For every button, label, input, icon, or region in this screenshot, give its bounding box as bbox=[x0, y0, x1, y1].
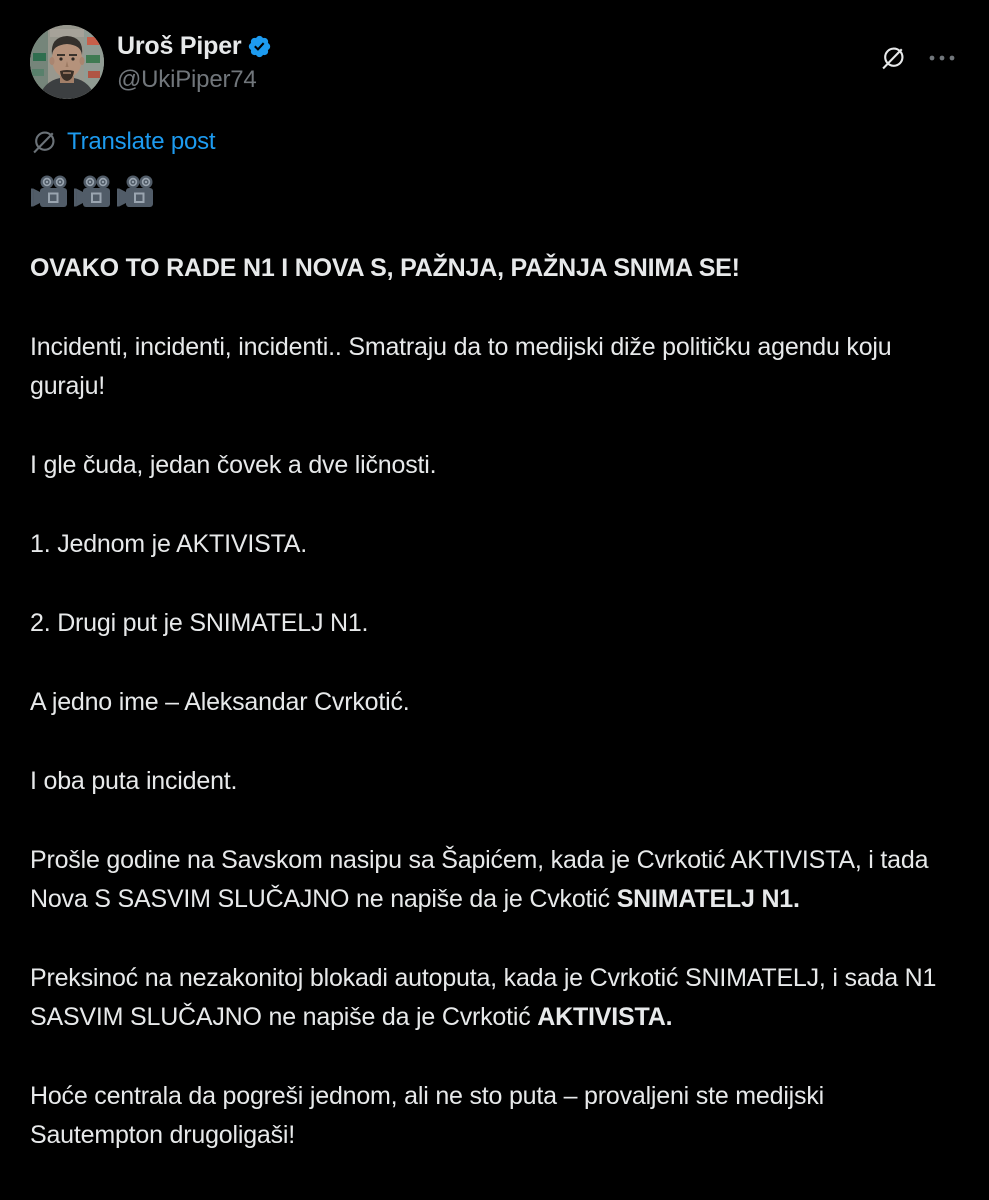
post-text: 2. Drugi put je SNIMATELJ N1. bbox=[30, 609, 369, 637]
user-handle[interactable]: @UkiPiper74 bbox=[117, 66, 257, 93]
post-text: I gle čuda, jedan čovek a dve ličnosti. bbox=[30, 451, 437, 479]
post-paragraph bbox=[30, 525, 959, 564]
post-header bbox=[30, 25, 959, 99]
avatar[interactable] bbox=[30, 25, 104, 99]
post-paragraph bbox=[30, 328, 959, 406]
post-paragraph bbox=[30, 446, 959, 485]
grok-icon bbox=[879, 44, 907, 72]
post-paragraph bbox=[30, 249, 959, 288]
post-text: A jedno ime – Aleksandar Cvrkotić. bbox=[30, 688, 410, 716]
post-text: I oba puta incident. bbox=[30, 767, 238, 795]
post-text: Preksinoć na nezakonitoj blokadi autoputa, kada je Cvrkotić SNIMATELJ, i sada N1 SASVIM SLUČAJNO ne napiše da je Cvrkotić bbox=[30, 964, 937, 1031]
post-text-bold: OVAKO TO RADE N1 I NOVA S, PAŽNJA, PAŽNJA SNIMA SE! bbox=[30, 254, 740, 282]
translate-post-button[interactable] bbox=[30, 128, 215, 156]
post-paragraph bbox=[30, 604, 959, 643]
grok-translate-icon bbox=[30, 128, 58, 156]
more-icon bbox=[927, 52, 957, 64]
post-paragraph bbox=[30, 683, 959, 722]
display-name[interactable]: Uroš Piper bbox=[117, 32, 242, 60]
post-paragraph bbox=[30, 762, 959, 801]
emoji-row bbox=[30, 174, 959, 209]
translate-post-label[interactable]: Translate post bbox=[67, 128, 216, 155]
header-actions bbox=[877, 25, 959, 74]
movie-camera-icon bbox=[30, 174, 68, 209]
post-paragraph bbox=[30, 959, 959, 1037]
grok-button[interactable] bbox=[877, 42, 909, 74]
user-info bbox=[117, 25, 272, 94]
movie-camera-icon bbox=[116, 174, 154, 209]
verified-badge-icon[interactable] bbox=[247, 34, 272, 59]
post-text-bold: AKTIVISTA. bbox=[537, 1003, 673, 1031]
post-text: Incidenti, incidenti, incidenti.. Smatraju da to medijski diže političku agendu koju guraju! bbox=[30, 333, 892, 400]
post-paragraph bbox=[30, 1077, 959, 1155]
post-text: 1. Jednom je AKTIVISTA. bbox=[30, 530, 308, 558]
post-paragraph bbox=[30, 841, 959, 919]
name-row[interactable] bbox=[117, 32, 272, 61]
post-text-bold: SNIMATELJ N1. bbox=[616, 885, 800, 913]
post-body bbox=[30, 249, 959, 1155]
post-text: Hoće centrala da pogreši jednom, ali ne sto puta – provaljeni ste medijski Sautempton drugoligaši! bbox=[30, 1082, 824, 1149]
movie-camera-icon bbox=[73, 174, 111, 209]
avatar-photo bbox=[30, 25, 104, 99]
more-button[interactable] bbox=[925, 50, 959, 66]
post-text: Prošle godine na Savskom nasipu sa Šapićem, kada je Cvrkotić AKTIVISTA, i tada Nova S SASVIM SLUČAJNO ne napiše da je Cvkotić bbox=[30, 846, 929, 913]
